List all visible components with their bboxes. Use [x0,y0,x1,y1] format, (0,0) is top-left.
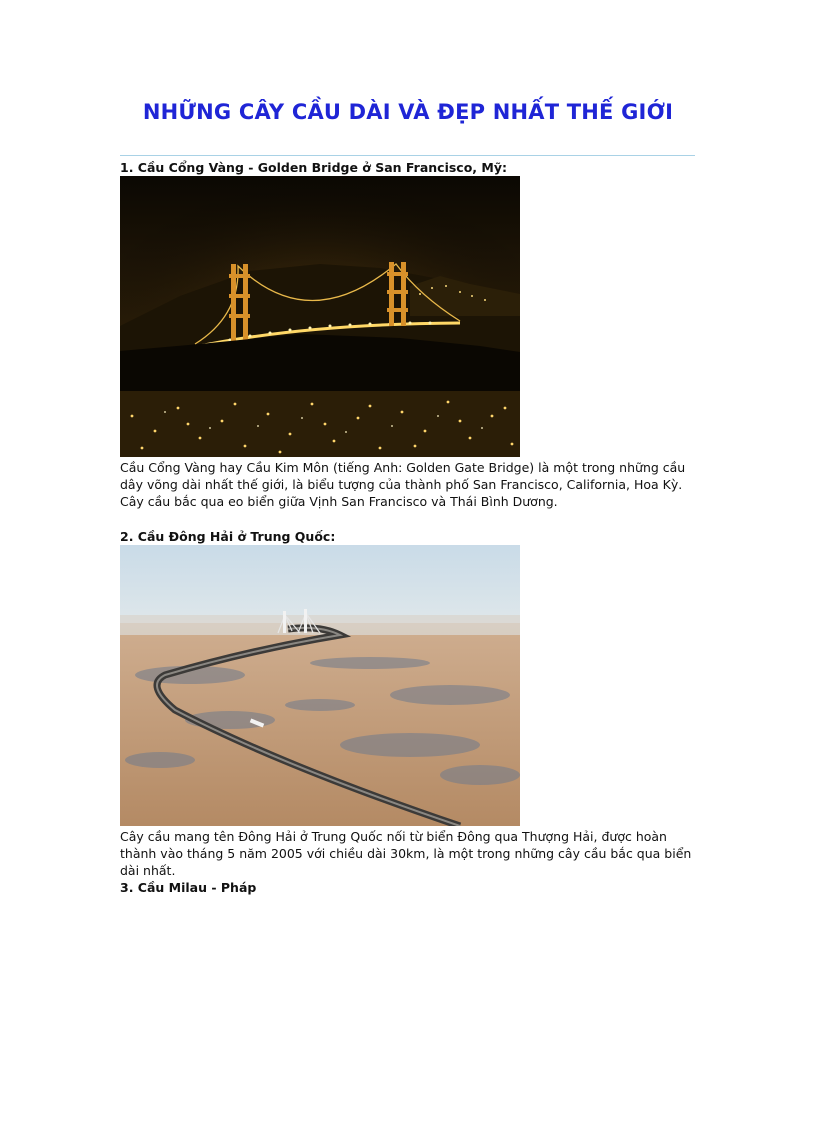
paragraph: Cây cầu bắc qua eo biển giữa Vịnh San Francisco và Thái Bình Dương. [120,494,558,509]
golden-gate-photo [120,176,520,457]
paragraph: Cây cầu mang tên Đông Hải ở Trung Quốc nối từ biển Đông qua Thượng Hải, được hoàn thành vào tháng 5 năm 2005 với chiều dài 30km, là một trong những cây cầu bắc qua biển dài nhất. [120,829,692,878]
title-divider [120,155,695,156]
section-heading-golden-gate: 1. Cầu Cổng Vàng - Golden Bridge ở San Francisco, Mỹ: [120,160,507,175]
section-text-donghai [120,828,700,879]
section-heading-millau: 3. Cầu Milau - Pháp [120,880,257,895]
document-title: NHỮNG CÂY CẦU DÀI VÀ ĐẸP NHẤT THẾ GIỚI [142,100,674,124]
section-text-golden-gate [120,459,700,510]
section-heading-donghai: 2. Cầu Đông Hải ở Trung Quốc: [120,529,336,544]
paragraph: Cầu Cổng Vàng hay Cầu Kim Môn (tiếng Anh: Golden Gate Bridge) là một trong những cầu dây võng dài nhất thế giới, là biểu tượng của thành phố San Francisco, California, Hoa Kỳ. [120,460,686,492]
donghai-bridge-photo [120,545,520,826]
